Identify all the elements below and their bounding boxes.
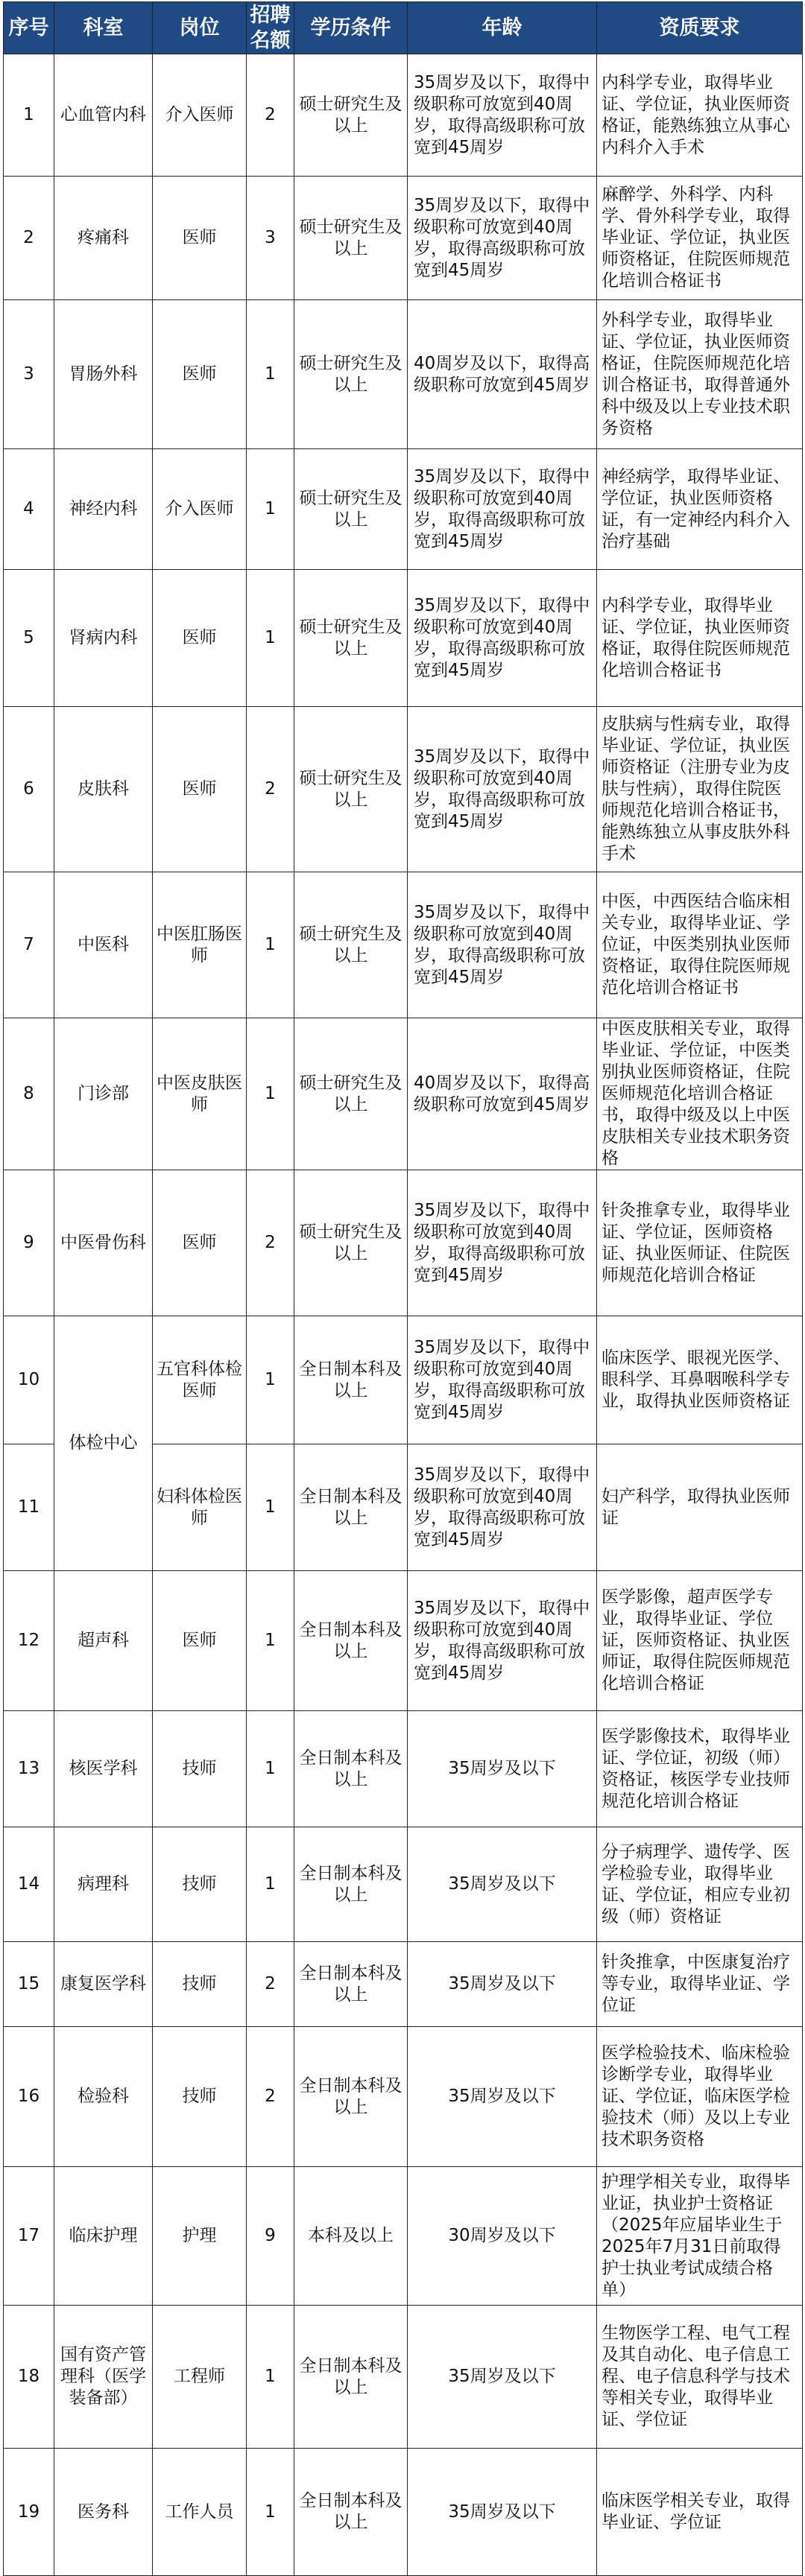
cell-quota: 1 <box>247 1018 294 1170</box>
cell-req: 医学影像，超声医学专业，取得毕业证、学位证，医师资格证、执业医师证，取得住院医师规范化培训合格证 <box>597 1571 803 1711</box>
cell-req: 医学检验技术、临床检验诊断学专业，取得毕业证、学位证，临床医学检验技术（师）及以上专业技术职务资格 <box>597 2027 803 2167</box>
cell-dept: 心血管内科 <box>54 54 153 177</box>
cell-no: 1 <box>4 54 54 177</box>
cell-age: 35周岁及以下，取得中级职称可放宽到40周岁，取得高级职称可放宽到45周岁 <box>408 707 597 872</box>
cell-edu: 硕士研究生及以上 <box>294 300 408 449</box>
cell-post: 医师 <box>153 570 247 707</box>
cell-req: 中医，中西医结合临床相关专业，取得毕业证、学位证，中医类别执业医师资格证，取得住院医师规范化培训合格证书 <box>597 872 803 1018</box>
table-row <box>4 2167 803 2306</box>
cell-no: 12 <box>4 1571 54 1711</box>
cell-post: 护理 <box>153 2167 247 2306</box>
cell-req: 护理学相关专业，取得毕业证，执业护士资格证（2025年应届毕业生于2025年7月31日前取得护士执业考试成绩合格单） <box>597 2167 803 2306</box>
cell-post: 中医皮肤医师 <box>153 1018 247 1170</box>
cell-quota: 2 <box>247 2027 294 2167</box>
cell-no: 8 <box>4 1018 54 1170</box>
cell-req: 皮肤病与性病专业，取得毕业证、学位证，执业医师资格证（注册专业为皮肤与性病），取得住院医师规范化培训合格证书，能熟练独立从事皮肤外科手术 <box>597 707 803 872</box>
cell-edu: 硕士研究生及以上 <box>294 872 408 1018</box>
cell-post: 中医肛肠医师 <box>153 872 247 1018</box>
cell-edu: 硕士研究生及以上 <box>294 177 408 300</box>
cell-dept: 肾病内科 <box>54 570 153 707</box>
cell-post: 介入医师 <box>153 449 247 570</box>
cell-post: 医师 <box>153 177 247 300</box>
cell-quota: 1 <box>247 1711 294 1827</box>
cell-req: 内科学专业，取得毕业证、学位证，执业医师资格证，取得住院医师规范化培训合格证书 <box>597 570 803 707</box>
cell-edu: 本科及以上 <box>294 2167 408 2306</box>
table-row <box>4 570 803 707</box>
cell-req: 生物医学工程、电气工程及其自动化、电子信息工程、电子信息科学与技术等相关专业，取得毕业证、学位证 <box>597 2306 803 2449</box>
header-req: 资质要求 <box>597 2 803 54</box>
cell-quota: 2 <box>247 1170 294 1316</box>
table-row <box>4 1571 803 1711</box>
cell-dept: 皮肤科 <box>54 707 153 872</box>
header-quota: 招聘名额 <box>247 2 294 54</box>
cell-quota: 3 <box>247 177 294 300</box>
cell-age: 35周岁及以下，取得中级职称可放宽到40周岁，取得高级职称可放宽到45周岁 <box>408 54 597 177</box>
cell-quota: 1 <box>247 1571 294 1711</box>
cell-no: 6 <box>4 707 54 872</box>
cell-dept: 神经内科 <box>54 449 153 570</box>
cell-age: 35周岁及以下，取得中级职称可放宽到40周岁，取得高级职称可放宽到45周岁 <box>408 449 597 570</box>
cell-age: 35周岁及以下，取得中级职称可放宽到40周岁，取得高级职称可放宽到45周岁 <box>408 177 597 300</box>
cell-post: 妇科体检医师 <box>153 1444 247 1571</box>
cell-quota: 1 <box>247 2306 294 2449</box>
cell-age: 35周岁及以下，取得中级职称可放宽到40周岁，取得高级职称可放宽到45周岁 <box>408 1316 597 1444</box>
cell-req: 外科学专业，取得毕业证、学位证，执业医师资格证，住院医师规范化培训合格证书，取得普通外科中级及以上专业技术职务资格 <box>597 300 803 449</box>
cell-edu: 硕士研究生及以上 <box>294 1018 408 1170</box>
cell-edu: 全日制本科及以上 <box>294 1827 408 1942</box>
cell-no: 5 <box>4 570 54 707</box>
table-row <box>4 300 803 449</box>
cell-edu: 全日制本科及以上 <box>294 1571 408 1711</box>
cell-no: 18 <box>4 2306 54 2449</box>
cell-age: 35周岁及以下，取得中级职称可放宽到40周岁，取得高级职称可放宽到45周岁 <box>408 1571 597 1711</box>
cell-quota: 1 <box>247 449 294 570</box>
cell-dept: 超声科 <box>54 1571 153 1711</box>
cell-dept: 门诊部 <box>54 1018 153 1170</box>
cell-req: 临床医学、眼视光医学、眼科学、耳鼻咽喉科学专业，取得执业医师资格证 <box>597 1316 803 1444</box>
cell-edu: 全日制本科及以上 <box>294 1942 408 2027</box>
cell-post: 工程师 <box>153 2306 247 2449</box>
cell-quota: 1 <box>247 1827 294 1942</box>
cell-req: 针灸推拿，中医康复治疗等专业，取得毕业证、学位证 <box>597 1942 803 2027</box>
cell-edu: 全日制本科及以上 <box>294 2449 408 2576</box>
cell-post: 医师 <box>153 1170 247 1316</box>
cell-no: 16 <box>4 2027 54 2167</box>
cell-age: 35周岁及以下 <box>408 1827 597 1942</box>
cell-edu: 全日制本科及以上 <box>294 2306 408 2449</box>
cell-no: 14 <box>4 1827 54 1942</box>
cell-req: 分子病理学、遗传学、医学检验专业，取得毕业证、学位证，相应专业初级（师）资格证 <box>597 1827 803 1942</box>
cell-age: 35周岁及以下 <box>408 2449 597 2576</box>
cell-quota: 2 <box>247 1942 294 2027</box>
table-row <box>4 1942 803 2027</box>
table-row <box>4 1827 803 1942</box>
cell-quota: 1 <box>247 300 294 449</box>
cell-dept: 医务科 <box>54 2449 153 2576</box>
cell-quota: 1 <box>247 570 294 707</box>
cell-edu: 硕士研究生及以上 <box>294 1170 408 1316</box>
table-row <box>4 54 803 177</box>
cell-req: 妇产科学，取得执业医师证 <box>597 1444 803 1571</box>
cell-post: 五官科体检医师 <box>153 1316 247 1444</box>
cell-edu: 硕士研究生及以上 <box>294 570 408 707</box>
cell-no: 17 <box>4 2167 54 2306</box>
cell-dept: 中医骨伤科 <box>54 1170 153 1316</box>
header-no: 序号 <box>4 2 54 54</box>
header-edu: 学历条件 <box>294 2 408 54</box>
cell-dept: 中医科 <box>54 872 153 1018</box>
cell-age: 35周岁及以下 <box>408 1942 597 2027</box>
cell-edu: 硕士研究生及以上 <box>294 54 408 177</box>
cell-dept: 核医学科 <box>54 1711 153 1827</box>
header-age: 年龄 <box>408 2 597 54</box>
cell-quota: 1 <box>247 1444 294 1571</box>
cell-dept: 检验科 <box>54 2027 153 2167</box>
cell-post: 介入医师 <box>153 54 247 177</box>
cell-age: 35周岁及以下 <box>408 2306 597 2449</box>
cell-age: 35周岁及以下 <box>408 1711 597 1827</box>
recruitment-table <box>3 1 803 2576</box>
cell-edu: 全日制本科及以上 <box>294 1711 408 1827</box>
cell-dept: 体检中心 <box>54 1316 153 1571</box>
header-dept: 科室 <box>54 2 153 54</box>
cell-no: 2 <box>4 177 54 300</box>
table-row <box>4 1711 803 1827</box>
cell-quota: 2 <box>247 54 294 177</box>
cell-age: 30周岁及以下 <box>408 2167 597 2306</box>
cell-no: 7 <box>4 872 54 1018</box>
table-row <box>4 1170 803 1316</box>
table-row <box>4 707 803 872</box>
cell-edu: 硕士研究生及以上 <box>294 707 408 872</box>
table-row <box>4 177 803 300</box>
table-row <box>4 2449 803 2576</box>
cell-dept: 病理科 <box>54 1827 153 1942</box>
cell-age: 35周岁及以下 <box>408 2027 597 2167</box>
cell-no: 11 <box>4 1444 54 1571</box>
cell-no: 10 <box>4 1316 54 1444</box>
cell-req: 针灸推拿专业，取得毕业证、学位证，医师资格证、执业医师证、住院医师规范化培训合格证 <box>597 1170 803 1316</box>
cell-post: 医师 <box>153 707 247 872</box>
cell-edu: 全日制本科及以上 <box>294 1444 408 1571</box>
cell-quota: 2 <box>247 707 294 872</box>
cell-post: 技师 <box>153 1942 247 2027</box>
cell-edu: 全日制本科及以上 <box>294 2027 408 2167</box>
cell-age: 35周岁及以下，取得中级职称可放宽到40周岁，取得高级职称可放宽到45周岁 <box>408 1444 597 1571</box>
table-row <box>4 872 803 1018</box>
table-row <box>4 1018 803 1170</box>
cell-dept: 康复医学科 <box>54 1942 153 2027</box>
cell-post: 技师 <box>153 1827 247 1942</box>
cell-edu: 全日制本科及以上 <box>294 1316 408 1444</box>
cell-no: 19 <box>4 2449 54 2576</box>
cell-no: 13 <box>4 1711 54 1827</box>
cell-dept: 疼痛科 <box>54 177 153 300</box>
cell-req: 神经病学，取得毕业证、学位证，执业医师资格证，有一定神经内科介入治疗基础 <box>597 449 803 570</box>
cell-age: 40周岁及以下，取得高级职称可放宽到45周岁 <box>408 300 597 449</box>
cell-edu: 硕士研究生及以上 <box>294 449 408 570</box>
cell-req: 麻醉学、外科学、内科学、骨外科学专业，取得毕业证、学位证，执业医师资格证，住院医师规范化培训合格证书 <box>597 177 803 300</box>
cell-dept: 国有资产管理科（医学装备部） <box>54 2306 153 2449</box>
cell-post: 医师 <box>153 300 247 449</box>
table-row <box>4 2027 803 2167</box>
table-row <box>4 1316 803 1444</box>
cell-age: 35周岁及以下，取得中级职称可放宽到40周岁，取得高级职称可放宽到45周岁 <box>408 1170 597 1316</box>
table-row <box>4 449 803 570</box>
header-post: 岗位 <box>153 2 247 54</box>
cell-req: 临床医学相关专业，取得毕业证、学位证 <box>597 2449 803 2576</box>
cell-post: 工作人员 <box>153 2449 247 2576</box>
cell-age: 35周岁及以下，取得中级职称可放宽到40周岁，取得高级职称可放宽到45周岁 <box>408 872 597 1018</box>
cell-post: 技师 <box>153 2027 247 2167</box>
cell-dept: 胃肠外科 <box>54 300 153 449</box>
cell-no: 9 <box>4 1170 54 1316</box>
table-row <box>4 2306 803 2449</box>
cell-quota: 1 <box>247 872 294 1018</box>
cell-req: 医学影像技术，取得毕业证、学位证，初级（师）资格证，核医学专业技师规范化培训合格证 <box>597 1711 803 1827</box>
header-row <box>4 2 803 54</box>
cell-dept: 临床护理 <box>54 2167 153 2306</box>
cell-post: 医师 <box>153 1571 247 1711</box>
cell-no: 3 <box>4 300 54 449</box>
cell-req: 内科学专业，取得毕业证、学位证，执业医师资格证，能熟练独立从事心内科介入手术 <box>597 54 803 177</box>
cell-quota: 9 <box>247 2167 294 2306</box>
cell-post: 技师 <box>153 1711 247 1827</box>
cell-req: 中医皮肤相关专业，取得毕业证、学位证，中医类别执业医师资格证，住院医师规范化培训合格证书，取得中级及以上中医皮肤相关专业技术职务资格 <box>597 1018 803 1170</box>
cell-quota: 1 <box>247 1316 294 1444</box>
cell-quota: 1 <box>247 2449 294 2576</box>
cell-no: 15 <box>4 1942 54 2027</box>
cell-age: 40周岁及以下，取得高级职称可放宽到45周岁 <box>408 1018 597 1170</box>
cell-no: 4 <box>4 449 54 570</box>
cell-age: 35周岁及以下，取得中级职称可放宽到40周岁，取得高级职称可放宽到45周岁 <box>408 570 597 707</box>
